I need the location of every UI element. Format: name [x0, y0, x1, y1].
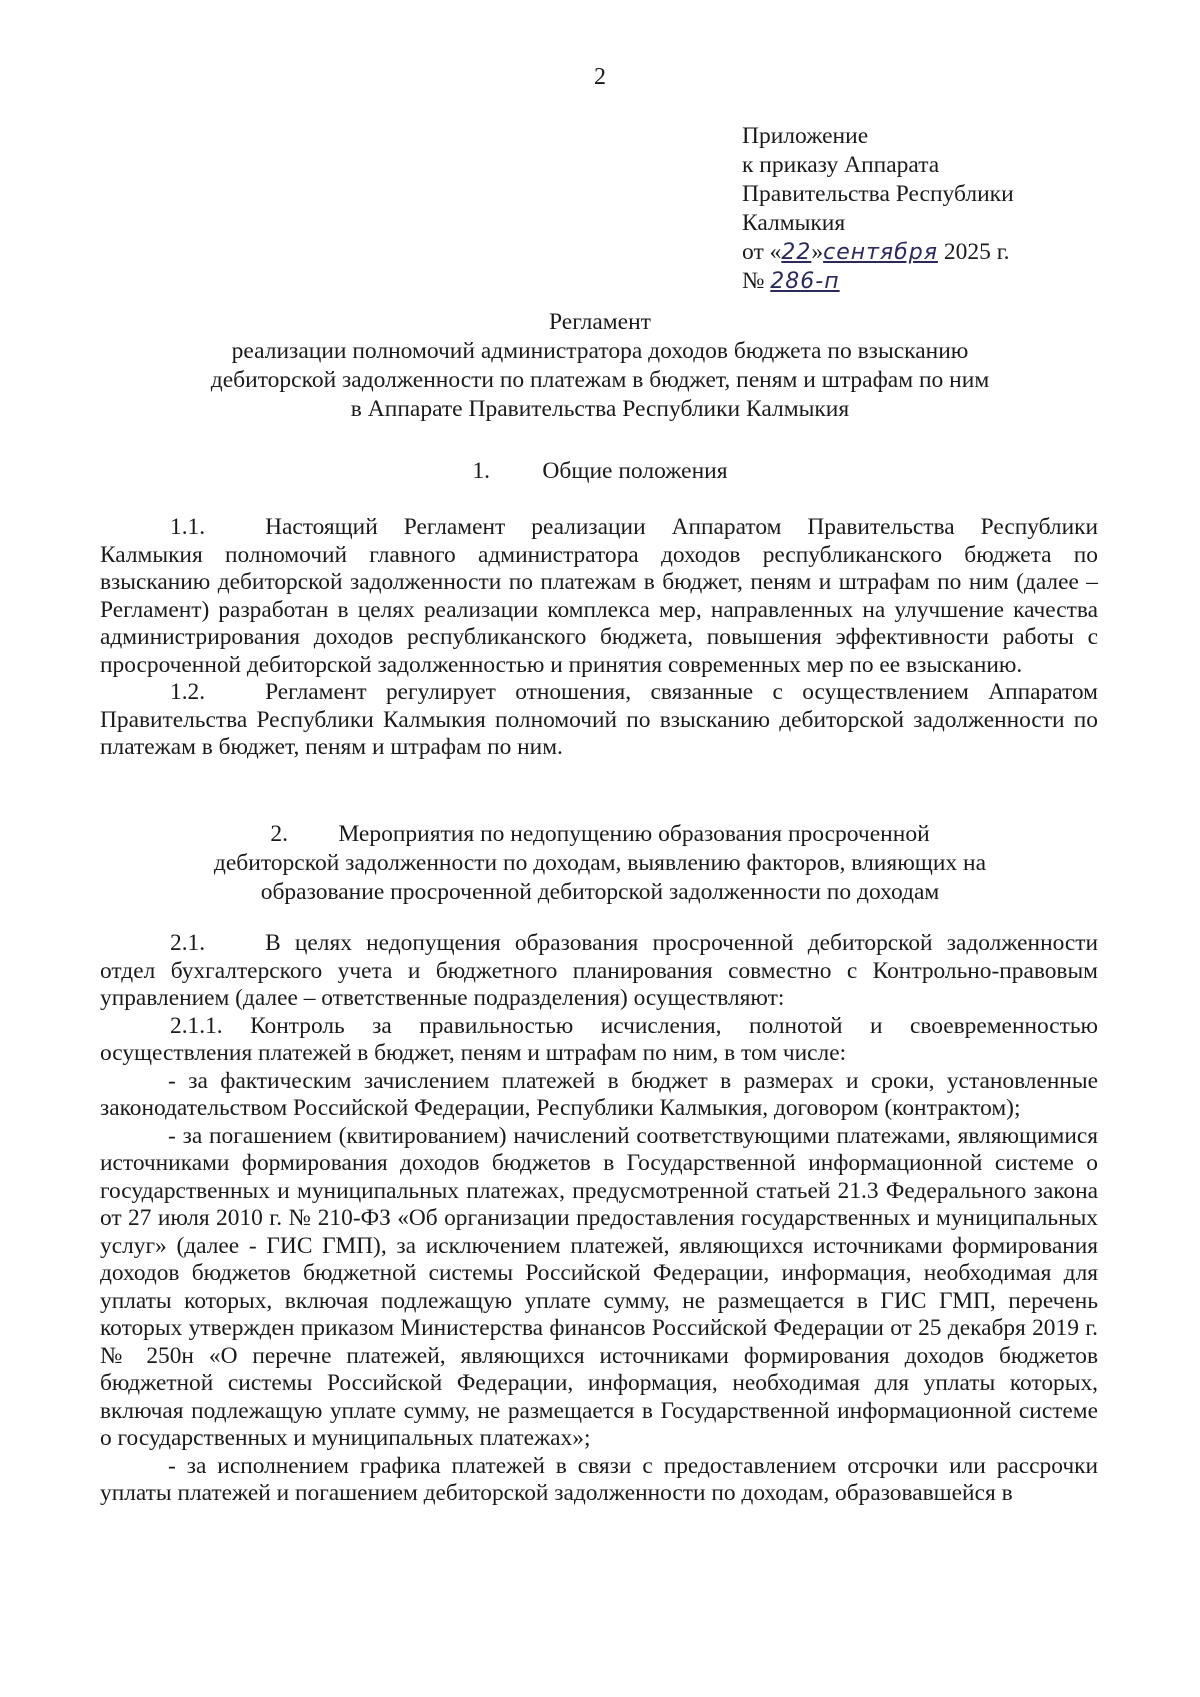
section-1-body [100, 514, 1098, 762]
handwritten-month: сентября [823, 240, 938, 265]
annex-line: Калмыкия [742, 210, 846, 236]
bullet-item: - за фактическим зачислением платежей в бюджет в размерах и сроки, установленные законодательством Российской Федерации, Республики Калмыкия, договором (контрактом); [100, 1067, 1098, 1121]
document-title: Регламент реализации полномочий администратора доходов бюджета по взысканию дебиторской задолженности по платежам в бюджет, пеням и штрафам по ним в Аппарате Правительства Республики Калмыкия [210, 309, 990, 422]
handwritten-day: 22 [781, 240, 812, 265]
bullet-item: - за погашением (квитированием) начислений соответствующими платежами, являющимися источниками формирования доходов бюджетов в Государственной информационной системе о государственных и муниципальных платежах, предусмотренной статьей 21.3 Федерального закона от 27 июля 2010 г. № 210-ФЗ «Об организации предоставления государственных и муниципальных услуг» (далее - ГИС ГМП), за исключением платежей, являющихся источниками формирования доходов бюджетов бюджетной системы Российской Федерации, информация, необходимая для уплаты которых, включая подлежащую уплате сумму, не размещается в ГИС ГМП, перечень которых утвержден приказом Министерства финансов Российской Федерации от 25 декабря 2019 г. № 250н «О перечне платежей, являющихся источниками формирования доходов бюджетов бюджетной системы Российской Федерации, информация, необходимая для уплаты которых, включая подлежащую уплате сумму, не размещается в Государственной информационной системе о государственных и муниципальных платежах»; [100, 1122, 1098, 1451]
annex-line: Правительства Республики [742, 181, 1014, 207]
annex-line: Приложение [742, 123, 869, 149]
bullet-item: - за исполнением графика платежей в связи с предоставлением отсрочки или рассрочки уплаты платежей и погашением дебиторской задолженности по доходам, образовавшейся в [100, 1452, 1098, 1506]
handwritten-number: 286-п [770, 269, 840, 294]
annex-number: № 286-п [742, 268, 840, 294]
section-1-heading: 1. Общие положения [472, 458, 728, 484]
annex-block [742, 122, 1014, 296]
section-2-body [100, 930, 1098, 1508]
section-2-heading: 2. Мероприятия по недопущению образования просроченной дебиторской задолженности по доходам, выявлению факторов, влияющих на образование просроченной дебиторской задолженности по доходам [213, 821, 987, 905]
annex-date: от «22»сентября 2025 г. [742, 239, 1010, 265]
paragraph-2-1: 2.1. В целях недопущения образования просроченной дебиторской задолженности отдел бухгалтерского учета и бюджетного планирования совместно с Контрольно-правовым управлением (далее – ответственные подразделения) осуществляют: [100, 930, 1098, 1011]
paragraph-1-2: 1.2. Регламент регулирует отношения, связанные с осуществлением Аппаратом Правительства Республики Калмыкия полномочий по взысканию дебиторской задолженности по платежам в бюджет, пеням и штрафам по ним. [100, 679, 1098, 760]
annex-line: к приказу Аппарата [742, 152, 940, 178]
paragraph-1-1: 1.1. Настоящий Регламент реализации Аппаратом Правительства Республики Калмыкия полномочий главного администратора доходов республиканского бюджета по взысканию дебиторской задолженности по платежам в бюджет, пеням и штрафам по ним (далее – Регламент) разработан в целях реализации комплекса мер, направленных на улучшение качества администрирования доходов республиканского бюджета, повышения эффективности работы с просроченной дебиторской задолженностью и принятия современных мер по ее взысканию. [100, 514, 1098, 678]
page-number: 2 [594, 64, 606, 90]
paragraph-2-1-1: 2.1.1. Контроль за правильностью исчисления, полнотой и своевременностью осуществления платежей в бюджет, пеням и штрафам по ним, в том числе: [100, 1012, 1098, 1066]
